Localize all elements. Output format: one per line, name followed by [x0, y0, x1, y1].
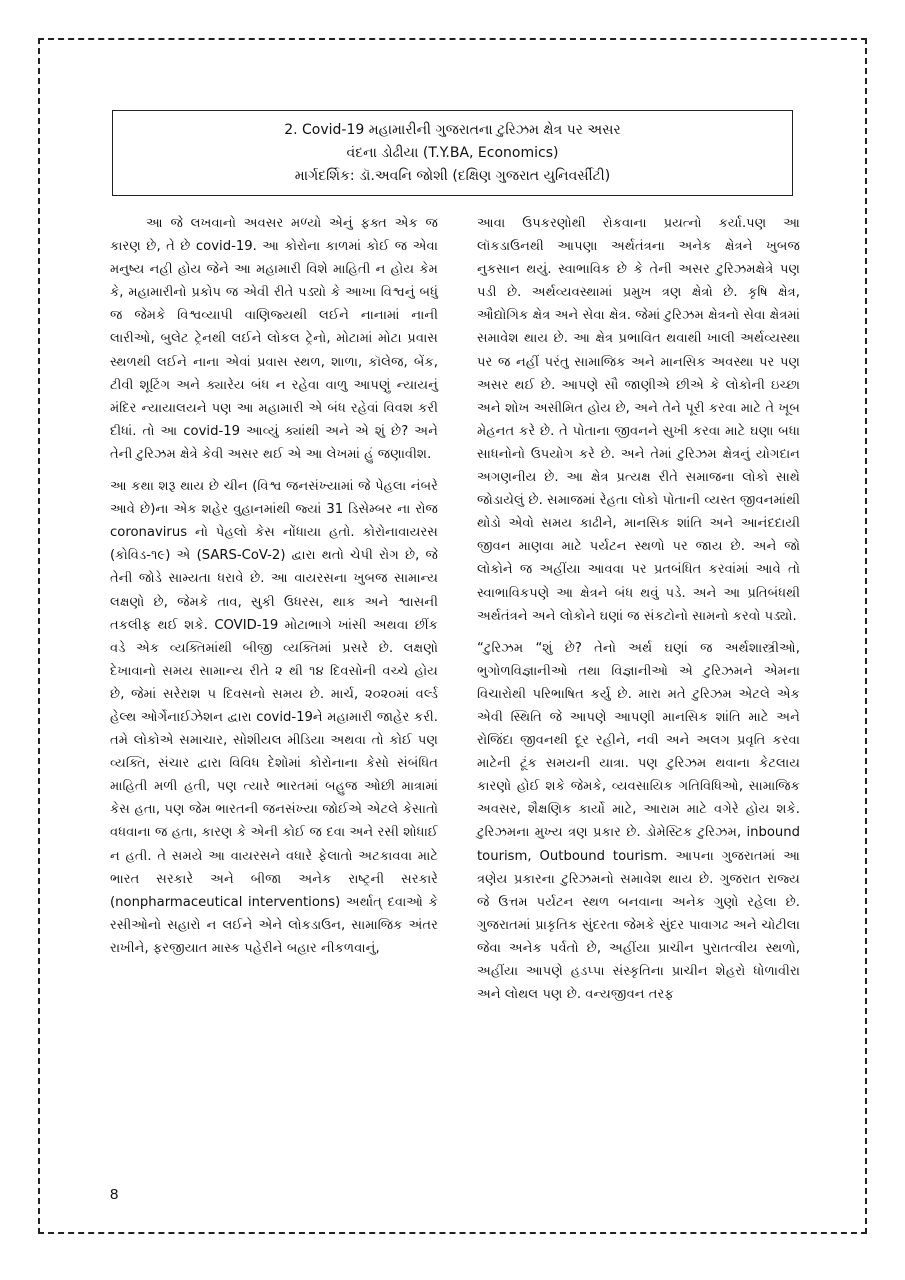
left-column — [110, 212, 438, 969]
article-header-box — [112, 110, 793, 196]
paragraph-story: આ કથા શરૂ થાય છે ચીન (વિશ્વ જનસંખ્યામાં જે પેહલા નંબરે આવે છે)ના એક શહેર વુહાનમાંથી જ્યાં 31 ડિસેમ્બર ના રોજ coronavirus નો પેહલો કેસ નોંધાયા હતો. કોરોનાવાયરસ (કોવિડ-૧૯) એ (SARS-CoV-2) દ્વારા થતો ચેપી રોગ છે, જે તેની જોડે સામ્યતા ધરાવે છે. આ વાયરસના ખુબજ સામાન્ય લક્ષણો છે, જેમકે તાવ, સુકી ઉધરસ, થાક અને શ્વાસની તકલીફ થઈ શકે. COVID-19 મોટાભાગે ખાંસી અથવા છીંક વડે એક વ્યક્તિમાંથી બીજી વ્યક્તિમાં પ્રસરે છે. લક્ષણો દેખાવાનો સમય સામાન્ય રીતે ૨ થી ૧૪ દિવસોની વચ્ચે હોય છે, જેમાં સરેરાશ ૫ દિવસનો સમય છે. માર્ચ, ૨૦૨૦માં વર્લ્ડ હેલ્થ ઓર્ગેનાઈઝેશન દ્વારા covid-19ને મહામારી જાહેર કરી. તમે લોકોએ સમાચાર, સોશીયલ મીડિયા અથવા તો કોઈ પણ વ્યક્તિ, સંચાર દ્વારા વિવિધ દેશોમાં કોરોનાના કેસો સંબંધિત માહિતી મળી હતી, પણ ત્યારે ભારતમાં બહુજ ઓછી માત્રામાં કેસ હતા, પણ જેમ ભારતની જનસંખ્યા જોઈએ એટલે કેસાતો વધવાના જ હતા, કારણ કે એની કોઈ જ દવા અને રસી શોધાઈ ન હતી. તે સમયે આ વાયરસને વધારે ફેલાતો અટકાવવા માટે ભારત સરકારે અને બીજા અનેક રાષ્ટ્રની સરકારે (nonpharmaceutical interventions) અર્થાત્ દવાઓ કે રસીઓનો સહારો ન લઈને એને લોકડાઉન, સામાજિક અંતર રાખીને, ફરજીયાત માસ્ક પહેરીને બહાર નીકળવાનું, — [110, 479, 438, 956]
page-number: 8 — [110, 1186, 119, 1203]
paragraph-intro: આ જે લખવાનો અવસર મળ્યો એનું ફક્ત એક જ કારણ છે, તે છે covid-19. આ કોરોના કાળમાં કોઈ જ એવા મનુષ્ય નહી હોય જેને આ મહામારી વિશે માહિતી ન હોય કેમ કે, મહામારીનો પ્રકોપ જ એવી રીતે પડ્યો કે આખા વિશ્વનું બધું જ જેમકે વિશ્વવ્યાપી વાણિજ્યથી લઈને નાનામાં નાની લારીઓ, બુલેટ ટ્રેનથી લઈને લોકલ ટ્રેનો, મોટામાં મોટા પ્રવાસ સ્થળથી લઈને નાના એવાં પ્રવાસ સ્થળ, શાળા, કૉલેજ, બેંક, ટીવી શૂટિંગ અને ક્યારેય બંધ ન રહેવા વાળુ આપણું ન્યાયનું મંદિર ન્યાયાલયને પણ આ મહામારી એ બંધ રહેવાં વિવશ કરી દીધાં. તો આ covid-19 આવ્યું ક્યાંથી અને એ શું છે? અને તેની ટુરિઝમ ક્ષેત્રે કેવી અસર થઈ એ આ લેખમાં હું જણાવીશ. — [110, 216, 438, 462]
paragraph-tourism-definition: “ટુરિઝમ “શું છે? તેનો અર્થ ઘણાં જ અર્થશાસ્ત્રીઓ, ભુગોળવિજ્ઞાનીઓ તથા વિજ્ઞાનીઓ એ ટુરિઝમને એમના વિચારોથી પરિભાષિત કર્યુ છે. મારા મતે ટુરિઝમ એટલે એક એવી સ્થિતિ જે આપણે આપણી માનસિક શાંતિ માટે અને રોજિંદા જીવનથી દૂર રહીને, નવી અને અલગ પ્રવૃતિ કરવા માટેની ટૂંક સમયની યાત્રા. પણ ટુરિઝમ થવાના કેટલાય કારણો હોઈ શકે જેમકે, વ્યવસાયિક ગતિવિધિઓ, સામાજિક અવસર, શૈક્ષણિક કાર્યો માટે, આરામ માટે વગેરે હોય શકે. ટુરિઝમના મુખ્ય ત્રણ પ્રકાર છે. ડોમેસ્ટિક ટુરિઝમ, inbound tourism, Outbound tourism. આપના ગુજરાતમાં આ ત્રણેય પ્રકારના ટુરિઝમનો સમાવેશ થાય છે. ગુજરાત રાજ્ય જે ઉત્તમ પર્યટન સ્થળ બનવાના અનેક ગુણો રહેલા છે. ગુજરાતમાં પ્રાકૃતિક સુંદરતા જેમકે સુંદર પાવાગઢ અને ચોટીલા જેવા અનેક પર્વતો છે, અહીંયા પ્રાચીન પુરાતત્વીય સ્થળો, અહીંયા આપણે હડપ્પા સંસ્કૃતિના પ્રાચીન શેહરો ધોળાવીરા અને લોથલ પણ છે. વન્યજીવન તરફ — [477, 640, 800, 1003]
right-column — [477, 212, 800, 1015]
paragraph-lockdown-impact: આવા ઉપકરણોથી રોકવાના પ્રયત્નો કર્યા.પણ આ લૉકડાઉનથી આપણા અર્થતંત્રના અનેક ક્ષેત્રને ખુબજ નુકસાન થયું. સ્વાભાવિક છે કે તેની અસર ટુરિઝમક્ષેત્રે પણ પડી છે. અર્થવ્યવસ્થામાં પ્રમુખ ત્રણ ક્ષેત્રો છે. કૃષિ ક્ષેત્ર, ઔદ્યોગિક ક્ષેત્ર અને સેવા ક્ષેત્ર. જેમાં ટુરિઝમ ક્ષેત્રનો સેવા ક્ષેત્રમાં સમાવેશ થાય છે. આ ક્ષેત્ર પ્રભાવિત થવાથી ખાલી અર્થવ્યસ્થા પર જ નહીં પરંતુ સામાજિક અને માનસિક અવસ્થા પર પણ અસર થઈ છે. આપણે સૌ જાણીએ છીએ કે લોકોની ઇચ્છા અને શોખ અસીમિત હોય છે, અને તેને પૂરી કરવા માટે તે ખૂબ મેહનત કરે છે. તે પોતાના જીવનને સુખી કરવા માટે ઘણા બધા સાધનોનો ઉપયોગ કરે છે. અને તેમાં ટુરિઝમ ક્ષેત્રનું યોગદાન અગણનીય છે. આ ક્ષેત્ર પ્રત્યક્ષ રીતે સમાજના લોકો સાથે જોડાયેલું છે. સમાજમાં રેહતા લોકો પોતાની વ્યસ્ત જીવનમાંથી થોડો એવો સમય કાઢીને, માનસિક શાંતિ અને આનંદદાયી જીવન માણવા માટે પર્યટન સ્થળો પર જાય છે. અને જો લોકોને જ અહીંયા આવવા પર પ્રતબંધિત કરવાંમાં આવે તો સ્વાભાવિકપણે આ ક્ષેત્રને બંધ થવું પડે. અને આ પ્રતિબંધથી અર્થતંત્રને અને લોકોને ઘણાં જ સંકટોનો સામનો કરવો પડ્યો. — [477, 216, 800, 624]
article-title: 2. Covid-19 મહામારીની ગુજરાતના ટુરિઝમ ક્ષેત્ર પર અસર — [284, 122, 621, 138]
article-guide: માર્ગદર્શિક: ડૉ.અવનિ જોશી (દક્ષિણ ગુજરાત યુનિવર્સીટી) — [294, 168, 611, 184]
article-author: વંદના ડોઢીયા (T.Y.BA, Economics) — [346, 145, 559, 161]
